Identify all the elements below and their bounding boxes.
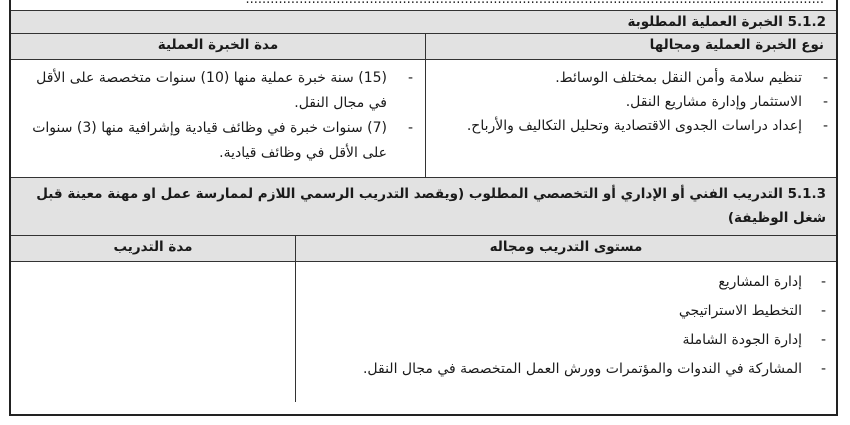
job-description-table [9, 0, 838, 416]
experience-type-text: إعداد دراسات الجدوى الاقتصادية وتحليل التكاليف والأرباح. [466, 118, 802, 134]
list-item [306, 268, 826, 297]
list-item [438, 114, 828, 138]
list-item [438, 90, 828, 114]
training-header-row [11, 236, 836, 262]
experience-type-text: الاستثمار وإدارة مشاريع النقل. [625, 94, 802, 110]
column-header-training-duration: مدة التدريب [11, 236, 296, 261]
list-item [306, 297, 826, 326]
training-level-cell [296, 262, 836, 402]
bullet-dash: - [820, 361, 826, 377]
bullet-dash: - [822, 118, 828, 134]
experience-body-row [11, 60, 836, 178]
list-item [438, 66, 828, 90]
column-header-training-level: مستوى التدريب ومجاله [489, 239, 643, 255]
experience-type-cell [426, 60, 836, 177]
list-item [21, 66, 413, 116]
section-title-training: 5.1.3 التدريب الفني أو الإداري أو التخصصي المطلوب (ويقصد التدريب الرسمي اللازم لممارسة عمل او مهنة معينة قبل شغل الوظيفة) [11, 178, 836, 236]
training-item-text: إدارة الجودة الشاملة [682, 332, 802, 348]
section-title-experience: 5.1.2 الخبرة العملية المطلوبة [11, 11, 836, 34]
experience-duration-text: (7) سنوات خبرة في وظائف قيادية وإشرافية منها (3) سنوات على الأقل في وظائف قيادية. [32, 120, 387, 161]
bullet-dash: - [407, 70, 413, 86]
bullet-dash: - [820, 332, 826, 348]
bullet-dash: - [820, 274, 826, 290]
experience-duration-text: (15) سنة خبرة عملية منها (10) سنوات متخصصة على الأقل في مجال النقل. [36, 70, 387, 111]
training-duration-cell [11, 262, 296, 402]
list-item [306, 355, 826, 384]
list-item [306, 326, 826, 355]
cutoff-text-line [11, 0, 836, 11]
bullet-dash: - [822, 70, 828, 86]
training-item-text: التخطيط الاستراتيجي [678, 303, 802, 319]
bullet-dash: - [407, 120, 413, 136]
training-item-text: إدارة المشاريع [718, 274, 802, 290]
experience-duration-cell [11, 60, 426, 177]
column-header-experience-duration: مدة الخبرة العملية [11, 34, 426, 59]
bullet-dash: - [822, 94, 828, 110]
training-item-text: المشاركة في الندوات والمؤتمرات وورش العمل المتخصصة في مجال النقل. [362, 361, 802, 377]
bullet-dash: - [820, 303, 826, 319]
list-item [21, 116, 413, 166]
training-body-row [11, 262, 836, 402]
column-header-experience-type: نوع الخبرة العملية ومجالها [649, 37, 824, 53]
experience-type-text: تنظيم سلامة وأمن النقل بمختلف الوسائط. [555, 70, 802, 86]
experience-header-row [11, 34, 836, 60]
